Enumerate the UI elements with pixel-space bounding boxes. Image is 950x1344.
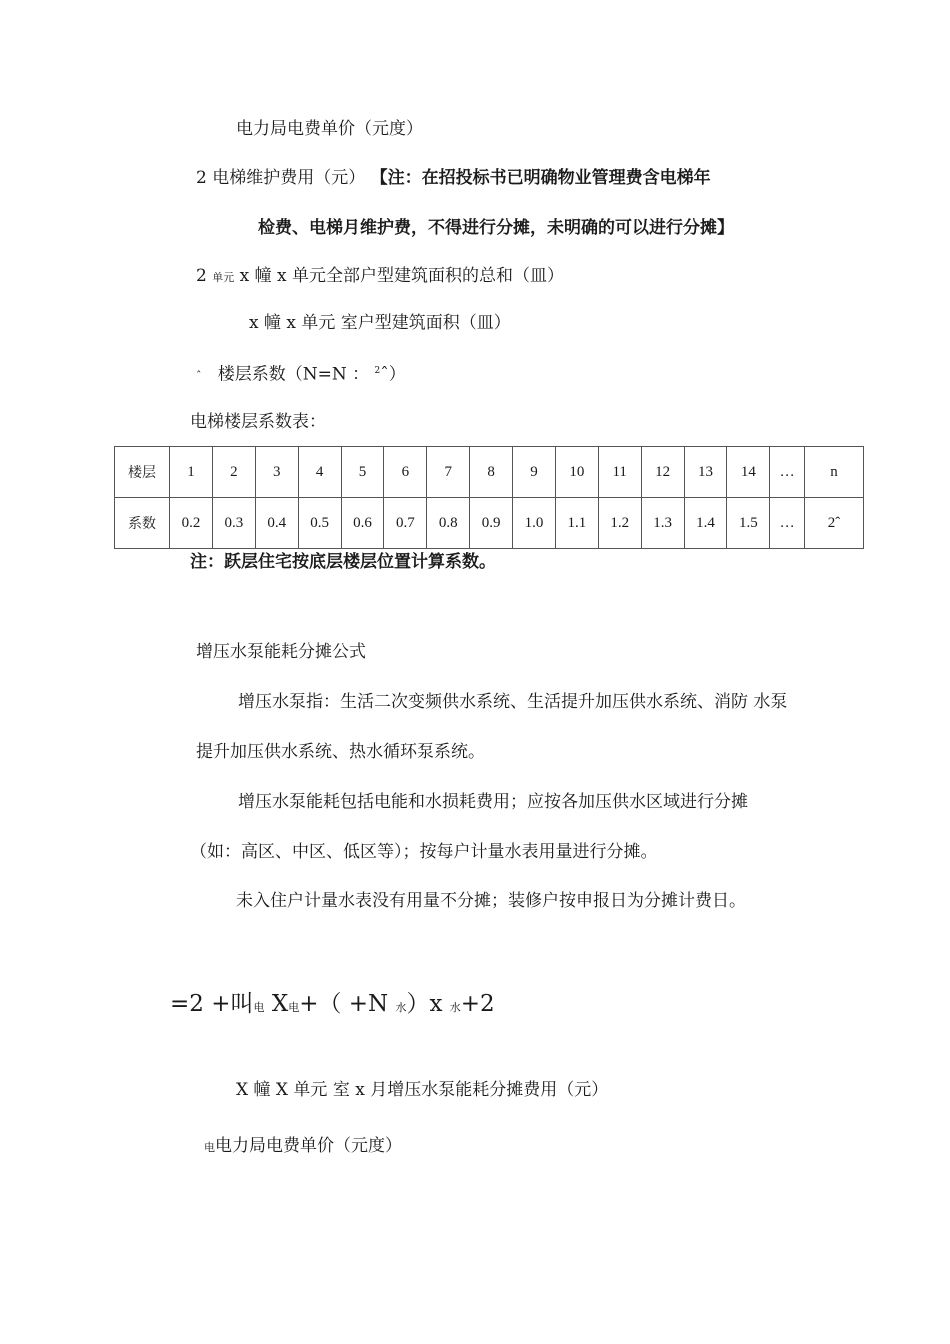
elevator-floor-coefficient-table [114, 446, 864, 549]
coefficient-cell: 1.5 [727, 498, 770, 549]
pump-allocation-formula: =2 +叫电 X电+（ +N 水）x 水+2 [170, 991, 495, 1017]
floor-cell: 4 [298, 447, 341, 498]
elevator-note-continued: 检费、电梯月维护费，不得进行分摊，未明确的可以进行分摊】 [258, 218, 734, 238]
coefficient-cell: 0.6 [341, 498, 384, 549]
table-row [115, 447, 864, 498]
floor-cell: n [805, 447, 864, 498]
coefficient-cell: 2ˆ [805, 498, 864, 549]
pump-section-heading: 增压水泵能耗分摊公式 [196, 642, 366, 662]
elevator-note: 【注：在招投标书已明确物业管理费含电梯年 [370, 168, 711, 188]
floor-cell: … [770, 447, 805, 498]
elevator-maintenance-line: 2 电梯维护费用（元） 【注：在招投标书已明确物业管理费含电梯年 [196, 168, 711, 188]
formula-definition-pump-cost: X 幢 X 单元 室 x 月增压水泵能耗分摊费用（元） [236, 1080, 609, 1100]
floor-cell: 5 [341, 447, 384, 498]
total-area-line: 2 单元 x 幢 x 单元全部户型建筑面积的总和（皿） [196, 266, 565, 286]
coefficient-cell: 0.3 [212, 498, 255, 549]
pump-rule-line: 未入住户计量水表没有用量不分摊；装修户按申报日为分摊计费日。 [236, 891, 746, 911]
row-label-coefficient: 系数 [115, 498, 170, 549]
coefficient-cell: 1.1 [555, 498, 598, 549]
coefficient-cell: 0.2 [170, 498, 213, 549]
coefficient-cell: 1.3 [641, 498, 684, 549]
floor-cell: 13 [684, 447, 727, 498]
floor-cell: 12 [641, 447, 684, 498]
electricity-unit-price-line: 电力局电费单价（元度） [236, 119, 423, 139]
pump-cost-line-2: （如：高区、中区、低区等）；按每户计量水表用量进行分摊。 [190, 842, 658, 862]
coefficient-cell: 0.8 [427, 498, 470, 549]
coefficient-cell: 1.2 [598, 498, 641, 549]
formula-definition-electricity-price: 电电力局电费单价（元度） [204, 1136, 402, 1156]
coefficient-cell: 0.7 [384, 498, 427, 549]
floor-cell: 3 [255, 447, 298, 498]
floor-cell: 1 [170, 447, 213, 498]
table-row [115, 498, 864, 549]
coefficient-cell: 0.9 [470, 498, 513, 549]
row-label-floor: 楼层 [115, 447, 170, 498]
coefficient-cell: 1.4 [684, 498, 727, 549]
coefficient-cell: 0.4 [255, 498, 298, 549]
pump-definition-line-1: 增压水泵指：生活二次变频供水系统、生活提升加压供水系统、消防 水泵 [238, 692, 788, 712]
coefficient-cell: 0.5 [298, 498, 341, 549]
floor-cell: 6 [384, 447, 427, 498]
floor-cell: 10 [555, 447, 598, 498]
floor-cell: 14 [727, 447, 770, 498]
floor-cell: 11 [598, 447, 641, 498]
coefficient-cell: 1.0 [513, 498, 556, 549]
floor-cell: 2 [212, 447, 255, 498]
floor-cell: 7 [427, 447, 470, 498]
duplex-note: 注：跃层住宅按底层楼层位置计算系数。 [190, 552, 496, 572]
pump-cost-line-1: 增压水泵能耗包括电能和水损耗费用；应按各加压供水区域进行分摊 [238, 792, 748, 812]
floor-cell: 9 [513, 447, 556, 498]
coefficient-cell: … [770, 498, 805, 549]
table-title: 电梯楼层系数表： [190, 412, 326, 432]
pump-definition-line-2: 提升加压供水系统、热水循环泵系统。 [196, 742, 485, 762]
floor-cell: 8 [470, 447, 513, 498]
unit-area-line: x 幢 x 单元 室户型建筑面积（皿） [249, 313, 511, 333]
floor-coefficient-line: ˆ 楼层系数（N=N ： $^2$ˆ） [196, 364, 406, 385]
